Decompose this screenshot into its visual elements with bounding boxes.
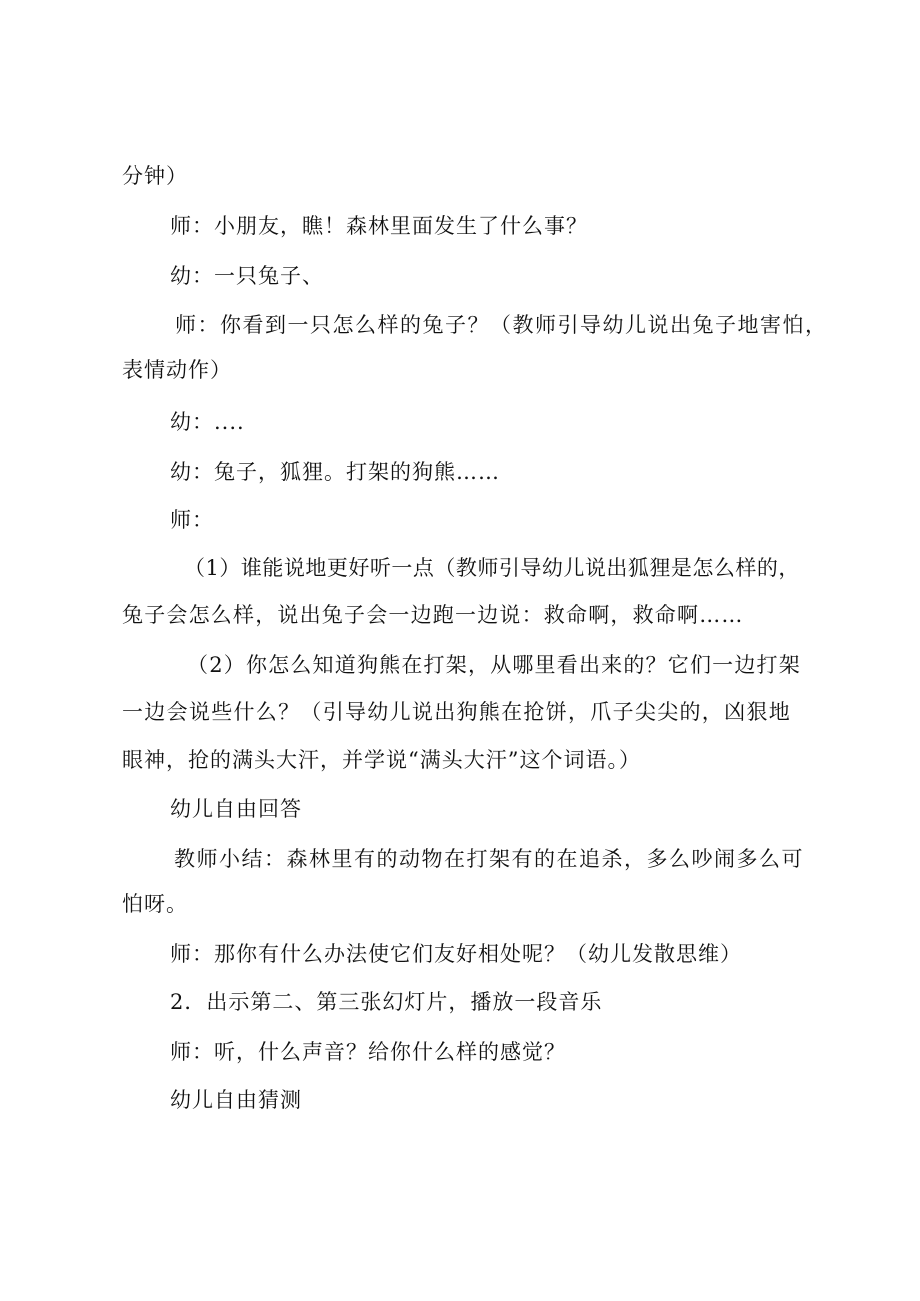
text-line: 幼：.... <box>170 410 245 434</box>
text-line: 师：那你有什么办法使它们友好相处呢？（幼儿发散思维） <box>170 942 742 966</box>
text-line: 兔子会怎么样，说出兔子会一边跑一边说：救命啊，救命啊…… <box>122 603 744 627</box>
text-line: 师：你看到一只怎么样的兔子？（教师引导幼儿说出兔子地害怕， <box>175 313 828 337</box>
text-line: 2．出示第二、第三张幻灯片，播放一段音乐 <box>170 990 603 1014</box>
text-line: （1）谁能说地更好听一点（教师引导幼儿说出狐狸是怎么样的， <box>184 556 800 580</box>
text-line: 师： <box>170 508 214 532</box>
text-line: 怕呀。 <box>122 892 188 916</box>
text-line: 幼：一只兔子、 <box>170 264 324 288</box>
text-line: 幼儿自由回答 <box>170 797 302 821</box>
text-line: 表情动作） <box>122 358 232 382</box>
text-line: 教师小结：森林里有的动物在打架有的在追杀，多么吵闹多么可 <box>174 847 804 871</box>
text-line: 眼神，抢的满头大汗，并学说“满头大汗”这个词语。） <box>122 748 641 772</box>
text-line: 幼儿自由猜测 <box>170 1088 302 1112</box>
text-line: 分钟） <box>122 164 188 188</box>
text-line: 一边会说些什么？（引导幼儿说出狗熊在抢饼，爪子尖尖的，凶狠地 <box>122 700 791 724</box>
text-line: 师：小朋友，瞧！森林里面发生了什么事？ <box>170 214 588 238</box>
text-line: （2）你怎么知道狗熊在打架，从哪里看出来的？它们一边打架 <box>187 653 801 677</box>
text-line: 师：听，什么声音？给你什么样的感觉？ <box>170 1040 566 1064</box>
text-line: 幼：兔子，狐狸。打架的狗熊…… <box>170 460 500 484</box>
